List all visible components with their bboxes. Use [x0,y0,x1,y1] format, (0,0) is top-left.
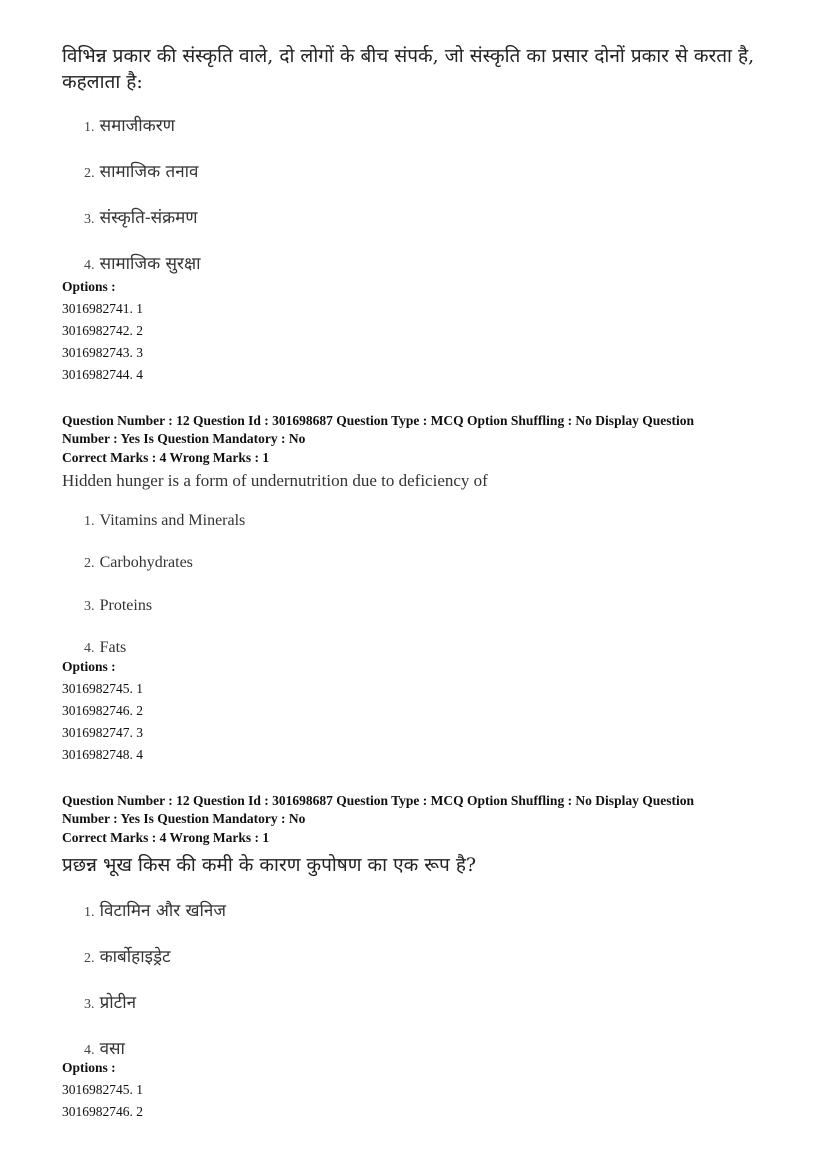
options-label: Options : [62,1060,116,1075]
options-label: Options : [62,279,116,294]
question-meta-line: Question Number : 12 Question Id : 301698687 Question Type : MCQ Option Shuffling : No Display Question [62,413,694,428]
choice-number: 4. [84,641,95,656]
question-marks: Correct Marks : 4 Wrong Marks : 1 [62,830,270,845]
question-text: Hidden hunger is a form of undernutrition due to deficiency of [62,471,488,490]
choice-item [84,637,126,657]
question-text-line: विभिन्न प्रकार की संस्कृति वाले, दो लोगों के बीच संपर्क, जो संस्कृति का प्रसार दोनों प्रकार से करता है, [62,45,755,67]
options-label: Options : [62,659,116,674]
option-id: 3016982745. 1 [62,1082,143,1097]
question-marks: Correct Marks : 4 Wrong Marks : 1 [62,450,270,465]
question-text-line: कहलाता है: [62,71,143,93]
option-id: 3016982744. 4 [62,367,143,382]
choice-text: Proteins [99,597,153,614]
question-meta-line: Question Number : 12 Question Id : 301698687 Question Type : MCQ Option Shuffling : No Display Question [62,793,694,808]
option-id: 3016982746. 2 [62,1104,143,1119]
choice-number: 4. [84,1043,95,1058]
choice-text: प्रोटीन [99,993,137,1013]
option-id: 3016982748. 4 [62,747,143,762]
question-meta-line: Number : Yes Is Question Mandatory : No [62,811,306,826]
choice-number: 1. [84,905,95,920]
choice-text: वसा [99,1039,125,1059]
choice-text: Carbohydrates [99,554,193,571]
option-id: 3016982747. 3 [62,725,143,740]
choice-number: 1. [84,120,95,135]
option-id: 3016982742. 2 [62,323,143,338]
choice-number: 2. [84,166,95,181]
choice-number: 2. [84,556,95,571]
choice-text: संस्कृति-संक्रमण [99,208,198,228]
choice-number: 2. [84,951,95,966]
option-id: 3016982746. 2 [62,703,143,718]
choice-text: विटामिन और खनिज [99,901,226,921]
question-text: प्रछन्न भूख किस की कमी के कारण कुपोषण का एक रूप है? [62,854,477,876]
choice-number: 3. [84,599,95,614]
choice-item [84,251,201,274]
choice-text: Vitamins and Minerals [99,512,246,529]
choice-item [84,990,136,1013]
choice-item [84,113,175,136]
choice-text: Fats [99,639,127,656]
choice-text: सामाजिक तनाव [99,162,199,182]
choice-number: 3. [84,997,95,1012]
choice-item [84,595,152,615]
choice-item [84,1036,125,1059]
choice-item [84,552,193,572]
choice-item [84,205,198,228]
choice-text: कार्बोहाइड्रेट [99,947,171,967]
choice-number: 1. [84,514,95,529]
choice-text: समाजीकरण [99,116,175,136]
choice-item [84,510,245,530]
option-id: 3016982743. 3 [62,345,143,360]
choice-number: 4. [84,258,95,273]
choice-item [84,898,226,921]
option-id: 3016982745. 1 [62,681,143,696]
choice-number: 3. [84,212,95,227]
choice-item [84,944,171,967]
question-meta-line: Number : Yes Is Question Mandatory : No [62,431,306,446]
option-id: 3016982741. 1 [62,301,143,316]
choice-item [84,159,199,182]
choice-text: सामाजिक सुरक्षा [99,254,201,274]
